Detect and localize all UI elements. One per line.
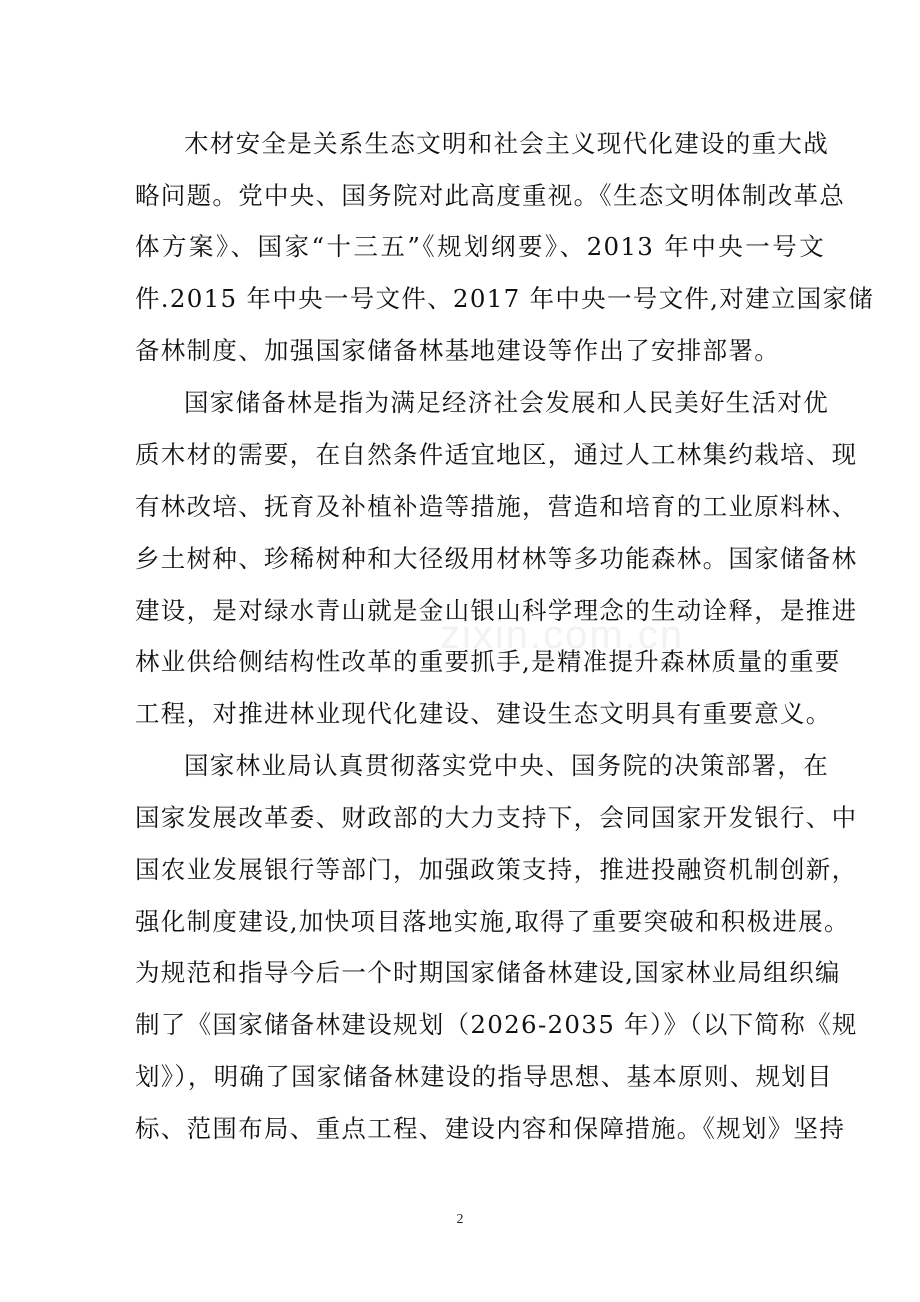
paragraph-1-line-3: 体方案》、国家“十三五”《规划纲要》、2013 年中央一号文	[135, 232, 825, 261]
paragraph-3-line-2: 国家发展改革委、财政部的大力支持下，会同国家开发银行、中	[135, 803, 858, 832]
paragraph-2-line-1: 国家储备林是指为满足经济社会发展和人民美好生活对优	[184, 388, 829, 417]
paragraph-2-line-2: 质木材的需要，在自然条件适宜地区，通过人工林集约栽培、现	[135, 440, 858, 469]
paragraph-1-line-4: 件.2015 年中央一号文件、2017 年中央一号文件,对建立国家储	[135, 284, 875, 313]
paragraph-3-line-3: 国农业发展银行等部门，加强政策支持，推进投融资机制创新，	[135, 855, 858, 884]
paragraph-2-line-5: 建设，是对绿水青山就是金山银山科学理念的生动诠释，是推进	[135, 596, 858, 625]
paragraph-3-line-7: 划》），明确了国家储备林建设的指导思想、基本原则、规划目	[135, 1062, 833, 1091]
paragraph-1-line-5: 备林制度、加强国家储备林基地建设等作出了安排部署。	[135, 336, 780, 365]
paragraph-2-line-3: 有林改培、抚育及补植补造等措施，营造和培育的工业原料林、	[135, 492, 858, 521]
paragraph-3-line-5: 为规范和指导今后一个时期国家储备林建设,国家林业局组织编	[135, 958, 841, 987]
paragraph-3-line-8: 标、范围布局、重点工程、建设内容和保障措施。《规划》坚持	[135, 1114, 846, 1143]
watermark: zixin.com.cn	[440, 613, 685, 657]
paragraph-3-line-1: 国家林业局认真贯彻落实党中央、国务院的决策部署，在	[184, 751, 829, 780]
paragraph-3-line-6: 制了《国家储备林建设规划（2026-2035 年）》（以下简称《规	[135, 1010, 858, 1039]
paragraph-3-line-4: 强化制度建设,加快项目落地实施,取得了重要突破和积极进展。	[135, 907, 850, 936]
paragraph-2-line-4: 乡土树种、珍稀树种和大径级用材林等多功能森林。国家储备林	[135, 544, 858, 573]
paragraph-2-line-6: 林业供给侧结构性改革的重要抓手,是精准提升森林质量的重要	[135, 647, 841, 676]
page-number: 2	[456, 1212, 464, 1227]
paragraph-1-line-2: 略问题。党中央、国务院对此高度重视。《生态文明体制改革总	[135, 181, 846, 210]
paragraph-1-line-1: 木材安全是关系生态文明和社会主义现代化建设的重大战	[184, 129, 829, 158]
paragraph-2-line-7: 工程，对推进林业现代化建设、建设生态文明具有重要意义。	[135, 699, 832, 728]
